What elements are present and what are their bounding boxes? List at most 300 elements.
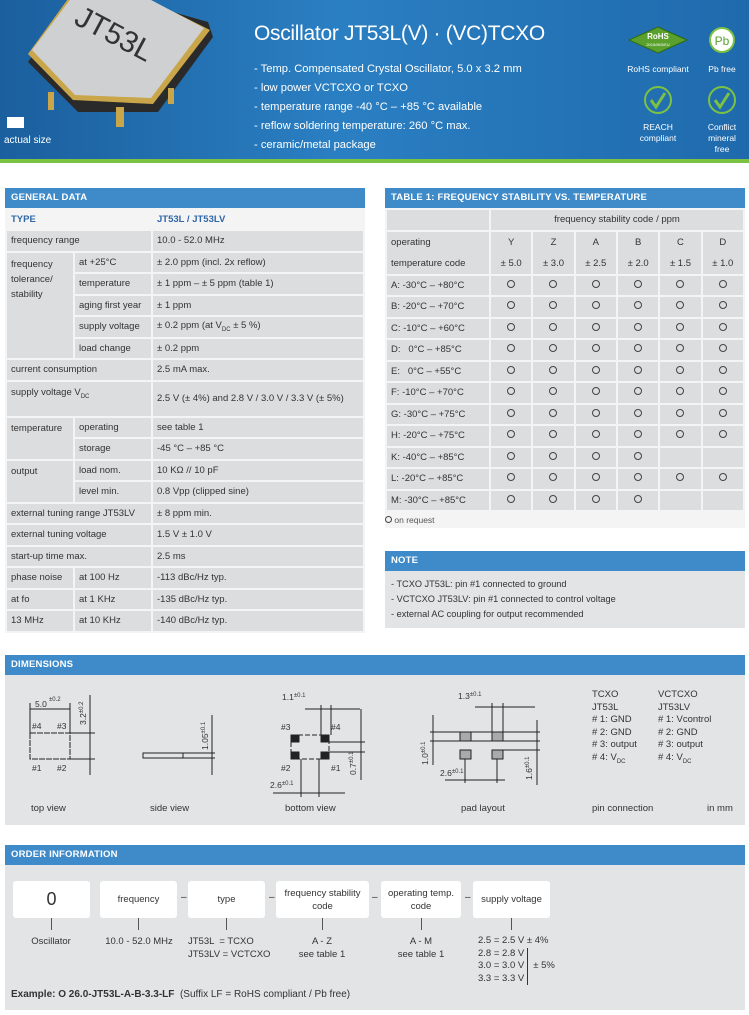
circle-icon (719, 344, 727, 352)
order-panel (5, 845, 745, 1010)
circle-icon (592, 366, 600, 374)
availability-cell (659, 382, 701, 404)
code: B (634, 236, 642, 248)
circle-icon (549, 366, 557, 374)
circle-icon (634, 301, 642, 309)
badge-label: RoHS compliant (627, 64, 689, 74)
availability-cell (490, 296, 532, 318)
connector-line (138, 918, 139, 930)
param-label: frequency tolerance/ stability (6, 252, 74, 360)
circle-icon (676, 344, 684, 352)
pin-label: #4 (331, 722, 341, 732)
note-panel (385, 551, 745, 628)
availability-cell (702, 404, 744, 426)
stability-code-header (575, 231, 617, 275)
code: Y (507, 236, 515, 248)
pin-text: # 3: output (592, 739, 637, 750)
param-label: 13 MHz (6, 610, 74, 632)
circle-icon (549, 430, 557, 438)
rohs-icon (628, 26, 688, 54)
badge-label: Pb free (708, 64, 736, 74)
availability-cell (702, 425, 744, 447)
pin-text: # 1: GND (592, 714, 632, 725)
availability-cell (575, 296, 617, 318)
section-title: NOTE (385, 551, 745, 571)
param-value: see table 1 (152, 417, 364, 439)
feature-item: - temperature range -40 °C – +85 °C available (254, 101, 483, 113)
availability-cell (575, 382, 617, 404)
dim-label: $2.6^{\pm 0.1}$ (270, 780, 294, 790)
actual-size-square (7, 117, 24, 128)
circle-icon (507, 366, 515, 374)
param-label: external tuning range JT53LV (6, 503, 152, 525)
pin-text: # 2: GND (592, 726, 632, 738)
circle-icon (549, 301, 557, 309)
pin-text: VCTCXO (658, 689, 698, 700)
stability-code-header (659, 231, 701, 275)
stability-code-header (702, 231, 744, 275)
rohs-badge (622, 26, 694, 75)
availability-cell (490, 339, 532, 361)
circle-icon (676, 323, 684, 331)
param-value: 2.5 V (± 4%) and 2.8 V / 3.0 V / 3.3 V (± 5%) (152, 381, 364, 417)
param-sublabel: load nom. (74, 460, 152, 482)
circle-icon (549, 495, 557, 503)
param-value: -135 dBc/Hz typ. (152, 589, 364, 611)
circle-icon (549, 323, 557, 331)
pin-label: #1 (32, 763, 42, 773)
param-label: output (6, 460, 74, 503)
circle-icon (549, 452, 557, 460)
pin-label: #3 (57, 721, 67, 731)
circle-icon (719, 473, 727, 481)
pin-text: # 3: output (658, 739, 703, 750)
availability-cell (490, 468, 532, 490)
availability-cell (532, 404, 574, 426)
temp-code-label: C: -10°C – +60°C (386, 318, 490, 340)
table-row (386, 339, 744, 361)
temp-code-label: L: -20°C – +85°C (386, 468, 490, 490)
availability-cell (575, 447, 617, 469)
connector-line (51, 918, 52, 930)
param-value: -140 dBc/Hz typ. (152, 610, 364, 632)
circle-icon (719, 323, 727, 331)
availability-cell (617, 275, 659, 297)
circle-icon (634, 409, 642, 417)
ppm: ± 1.0 (712, 257, 734, 269)
dim-label: $1.05^{\pm 0.1}$ (200, 721, 210, 750)
param-label: at fo (6, 589, 74, 611)
circle-icon (676, 301, 684, 309)
pin-text: JT53L (592, 701, 619, 713)
svg-text:JT53L: JT53L (69, 0, 159, 69)
circle-icon (549, 473, 557, 481)
pin-label: #2 (57, 763, 67, 773)
circle-icon (719, 366, 727, 374)
param-value (152, 316, 364, 338)
param-sublabel: at 100 Hz (74, 567, 152, 589)
pin-text: # 1: Vcontrol (658, 714, 712, 725)
note-list (385, 571, 745, 628)
circle-icon (592, 473, 600, 481)
availability-cell (532, 296, 574, 318)
param-value: 10 KΩ // 10 pF (152, 460, 364, 482)
pin-label: #2 (281, 763, 291, 773)
circle-icon (507, 280, 515, 288)
reach-badge (622, 85, 694, 144)
availability-cell (659, 404, 701, 426)
param-label: current consumption (6, 359, 152, 381)
param-label: frequency range (6, 230, 152, 252)
circle-icon (592, 301, 600, 309)
order-box-frequency: frequency (100, 881, 177, 918)
availability-cell (702, 339, 744, 361)
availability-cell (575, 339, 617, 361)
circle-icon (592, 323, 600, 331)
pin-text: # 4: $V_{DC}$ (658, 751, 692, 765)
value-text: ± 0.2 ppm (at V (157, 320, 222, 332)
order-box-stability: frequency stability code (276, 881, 369, 918)
order-box-voltage: supply voltage (473, 881, 550, 918)
table-row (386, 468, 744, 490)
dim-label: 5.0 (35, 699, 47, 709)
separator-dash: – (269, 892, 275, 903)
availability-cell (659, 425, 701, 447)
code: Z (550, 236, 557, 248)
circle-icon (676, 430, 684, 438)
circle-icon (592, 430, 600, 438)
availability-cell (702, 447, 744, 469)
legend-text: on request (394, 515, 435, 525)
pin-text: # 4: $V_{DC}$ (592, 751, 626, 765)
circle-icon (719, 430, 727, 438)
pb-free-icon (708, 26, 736, 54)
stability-table-panel (385, 188, 745, 528)
circle-icon (676, 387, 684, 395)
feature-item: - low power VCTCXO or TCXO (254, 82, 408, 94)
circle-icon (676, 366, 684, 374)
caption: top view (31, 803, 66, 814)
circle-icon (507, 301, 515, 309)
legend (385, 512, 745, 528)
order-desc: A - Z see table 1 (298, 936, 346, 960)
dim-label: $0.7^{\pm 0.1}$ (348, 751, 358, 775)
availability-cell (532, 468, 574, 490)
availability-cell (617, 361, 659, 383)
example-code: Example: O 26.0-JT53L-A-B-3.3-LF (11, 989, 175, 1000)
param-sublabel: temperature (74, 273, 152, 295)
section-title: ORDER INFORMATION (5, 845, 745, 865)
availability-cell (532, 339, 574, 361)
circle-icon (549, 409, 557, 417)
conflict-mineral-badge (700, 85, 744, 155)
table-row (386, 404, 744, 426)
voltage-item: 2.5 = 2.5 V ± 4% (478, 935, 549, 946)
ppm: ± 5.0 (500, 257, 522, 269)
ppm: ± 2.0 (627, 257, 649, 269)
param-sublabel: level min. (74, 481, 152, 503)
temp-code-label: K: -40°C – +85°C (386, 447, 490, 469)
availability-cell (490, 318, 532, 340)
param-label: start-up time max. (6, 546, 152, 568)
availability-cell (490, 425, 532, 447)
caption: in mm (707, 803, 733, 814)
availability-cell (532, 490, 574, 512)
param-value: 2.5 mA max. (152, 359, 364, 381)
pin-label: #4 (32, 721, 42, 731)
param-label: phase noise (6, 567, 74, 589)
circle-icon (549, 280, 557, 288)
circle-icon (676, 473, 684, 481)
circle-icon (507, 495, 515, 503)
availability-cell (702, 296, 744, 318)
circle-icon (507, 409, 515, 417)
availability-cell (617, 382, 659, 404)
order-desc: A - M see table 1 (397, 936, 445, 960)
circle-icon (592, 280, 600, 288)
page-title: Oscillator JT53L(V) · (VC)TCXO (254, 22, 545, 45)
voltage-tolerance: ± 5% (533, 960, 555, 971)
param-value: -113 dBc/Hz typ. (152, 567, 364, 589)
section-title: GENERAL DATA (5, 188, 365, 208)
table-row (386, 318, 744, 340)
param-label (6, 381, 152, 417)
availability-cell (702, 318, 744, 340)
table-row (386, 361, 744, 383)
param-sublabel: at 10 KHz (74, 610, 152, 632)
subscript: DC (221, 327, 231, 334)
row-header (386, 231, 490, 275)
caption: bottom view (285, 803, 336, 814)
availability-cell (702, 490, 744, 512)
note-item: - TCXO JT53L: pin #1 connected to ground (391, 579, 567, 589)
circle-icon (634, 366, 642, 374)
availability-cell (490, 382, 532, 404)
stability-code-header (490, 231, 532, 275)
connector-line (511, 918, 512, 930)
circle-icon (634, 430, 642, 438)
dim-label: $2.6^{\pm 0.1}$ (440, 768, 464, 778)
connector-line (226, 918, 227, 930)
feature-list (254, 60, 522, 155)
availability-cell (659, 275, 701, 297)
param-value: 0.8 Vpp (clipped sine) (152, 481, 364, 503)
stability-table (385, 208, 745, 512)
order-box-temp: operating temp. code (381, 881, 461, 918)
pin-connection-tcxo (592, 689, 637, 768)
param-value: ± 0.2 ppm (152, 338, 364, 360)
svg-text:RoHS: RoHS (647, 32, 669, 41)
availability-cell (659, 490, 701, 512)
temp-code-label: D: 0°C – +85°C (386, 339, 490, 361)
pin-text: # 2: GND (658, 726, 698, 738)
caption: side view (150, 803, 190, 814)
circle-icon (507, 452, 515, 460)
svg-text:Pb: Pb (714, 34, 730, 48)
param-sublabel: supply voltage (74, 316, 152, 338)
pb-free-badge (700, 26, 744, 75)
availability-cell (659, 318, 701, 340)
availability-cell (617, 490, 659, 512)
ppm: ± 3.0 (542, 257, 565, 269)
voltage-item: 3.0 = 3.0 V (478, 960, 525, 971)
availability-cell (490, 490, 532, 512)
temp-code-label: F: -10°C – +70°C (386, 382, 490, 404)
temp-code-label: G: -30°C – +75°C (386, 404, 490, 426)
circle-icon (719, 280, 727, 288)
availability-cell (490, 404, 532, 426)
type-value: JT53L / JT53LV (152, 209, 364, 230)
param-value: 10.0 - 52.0 MHz (152, 230, 364, 252)
note-item: - VCTCXO JT53LV: pin #1 connected to control voltage (391, 594, 616, 604)
dim-label: $1.3^{\pm 0.1}$ (458, 691, 482, 701)
circle-icon (507, 473, 515, 481)
param-value: 1.5 V ± 1.0 V (152, 524, 364, 546)
dim-tolerance: ±0.2 (49, 697, 61, 703)
circle-icon (676, 280, 684, 288)
circle-icon (507, 344, 515, 352)
ppm: ± 1.5 (669, 257, 691, 269)
availability-cell (532, 425, 574, 447)
order-desc: JT53L = TCXO JT53LV = VCTCXO (188, 936, 271, 960)
circle-icon (592, 387, 600, 395)
availability-cell (532, 318, 574, 340)
param-value: ± 8 ppm min. (152, 503, 364, 525)
availability-cell (702, 361, 744, 383)
dim-label: $1.0^{\pm 0.1}$ (420, 741, 430, 765)
circle-icon (592, 495, 600, 503)
order-desc: 10.0 - 52.0 MHz (105, 936, 173, 947)
connector-line (322, 918, 323, 930)
circle-icon (676, 409, 684, 417)
availability-cell (532, 447, 574, 469)
param-label: external tuning voltage (6, 524, 152, 546)
availability-cell (702, 275, 744, 297)
availability-cell (617, 339, 659, 361)
param-label: temperature (6, 417, 74, 460)
check-circle-icon (707, 85, 737, 115)
pin-text: JT53LV (658, 701, 691, 713)
row-header-text: temperature code (391, 257, 466, 269)
param-sublabel: storage (74, 438, 152, 460)
param-sublabel: aging first year (74, 295, 152, 317)
availability-cell (532, 361, 574, 383)
temp-code-label: E: 0°C – +55°C (386, 361, 490, 383)
separator-dash: – (181, 892, 187, 903)
table-row (386, 425, 744, 447)
availability-cell (617, 318, 659, 340)
order-box-type: type (188, 881, 265, 918)
order-example (11, 989, 350, 1000)
availability-cell (532, 275, 574, 297)
feature-item: - ceramic/metal package (254, 139, 376, 151)
circle-icon (634, 387, 642, 395)
availability-cell (575, 361, 617, 383)
availability-cell (659, 447, 701, 469)
availability-cell (617, 296, 659, 318)
circle-icon (385, 516, 392, 523)
availability-cell (702, 382, 744, 404)
circle-icon (507, 430, 515, 438)
availability-cell (575, 404, 617, 426)
dim-label: $3.2^{\pm 0.2}$ (78, 701, 88, 725)
badge-label: Conflict mineral free (707, 122, 737, 154)
pin-text: TCXO (592, 689, 619, 700)
ppm: ± 2.5 (585, 257, 607, 269)
table-row (386, 296, 744, 318)
order-desc: Oscillator (31, 936, 71, 947)
availability-cell (575, 490, 617, 512)
stability-code-header (532, 231, 574, 275)
svg-text:2015/863/EU: 2015/863/EU (646, 42, 670, 47)
dim-label: $1.6^{\pm 0.1}$ (524, 756, 534, 780)
availability-cell (702, 468, 744, 490)
temp-code-label: M: -30°C – +85°C (386, 490, 490, 512)
availability-cell (532, 382, 574, 404)
temp-code-label: B: -20°C – +70°C (386, 296, 490, 318)
check-circle-icon (643, 85, 673, 115)
table-row (386, 382, 744, 404)
availability-cell (659, 339, 701, 361)
availability-cell (659, 468, 701, 490)
param-sublabel: operating (74, 417, 152, 439)
circle-icon (634, 280, 642, 288)
section-title: DIMENSIONS (5, 655, 745, 675)
availability-cell (617, 425, 659, 447)
general-data-table (5, 208, 365, 633)
caption: pad layout (461, 803, 505, 814)
order-box-oscillator: 0 (13, 881, 90, 918)
circle-icon (634, 473, 642, 481)
temp-code-label: A: -30°C – +80°C (386, 275, 490, 297)
circle-icon (634, 323, 642, 331)
example-note: (Suffix LF = RoHS compliant / Pb free) (179, 989, 351, 1000)
voltage-list (478, 935, 555, 985)
caption: pin connection (592, 803, 654, 814)
circle-icon (634, 495, 642, 503)
circle-icon (592, 409, 600, 417)
param-value: ± 2.0 ppm (incl. 2x reflow) (152, 252, 364, 274)
pin-connection-vctcxo (658, 689, 711, 768)
group-header: frequency stability code / ppm (490, 209, 744, 231)
circle-icon (507, 387, 515, 395)
separator-dash: – (465, 892, 471, 903)
dim-label: $1.1^{\pm 0.1}$ (282, 692, 306, 702)
general-data-panel (5, 188, 365, 633)
voltage-item: 3.3 = 3.3 V (478, 972, 525, 984)
connector-line (421, 918, 422, 930)
circle-icon (549, 344, 557, 352)
availability-cell (659, 361, 701, 383)
pin-label: #3 (281, 722, 291, 732)
row-header-text: operating (391, 236, 431, 248)
temp-code-label: H: -20°C – +75°C (386, 425, 490, 447)
availability-cell (490, 275, 532, 297)
actual-size-label: actual size (4, 135, 52, 146)
param-value: ± 1 ppm – ± 5 ppm (table 1) (152, 273, 364, 295)
circle-icon (592, 452, 600, 460)
value-text: ± 5 %) (230, 320, 261, 332)
type-label: TYPE (6, 209, 152, 230)
param-sublabel: at +25°C (74, 252, 152, 274)
availability-cell (617, 404, 659, 426)
oscillator-chip-image (18, 0, 218, 132)
availability-cell (490, 361, 532, 383)
availability-cell (575, 425, 617, 447)
circle-icon (634, 452, 642, 460)
circle-icon (592, 344, 600, 352)
voltage-item: 2.8 = 2.8 V (478, 947, 525, 959)
